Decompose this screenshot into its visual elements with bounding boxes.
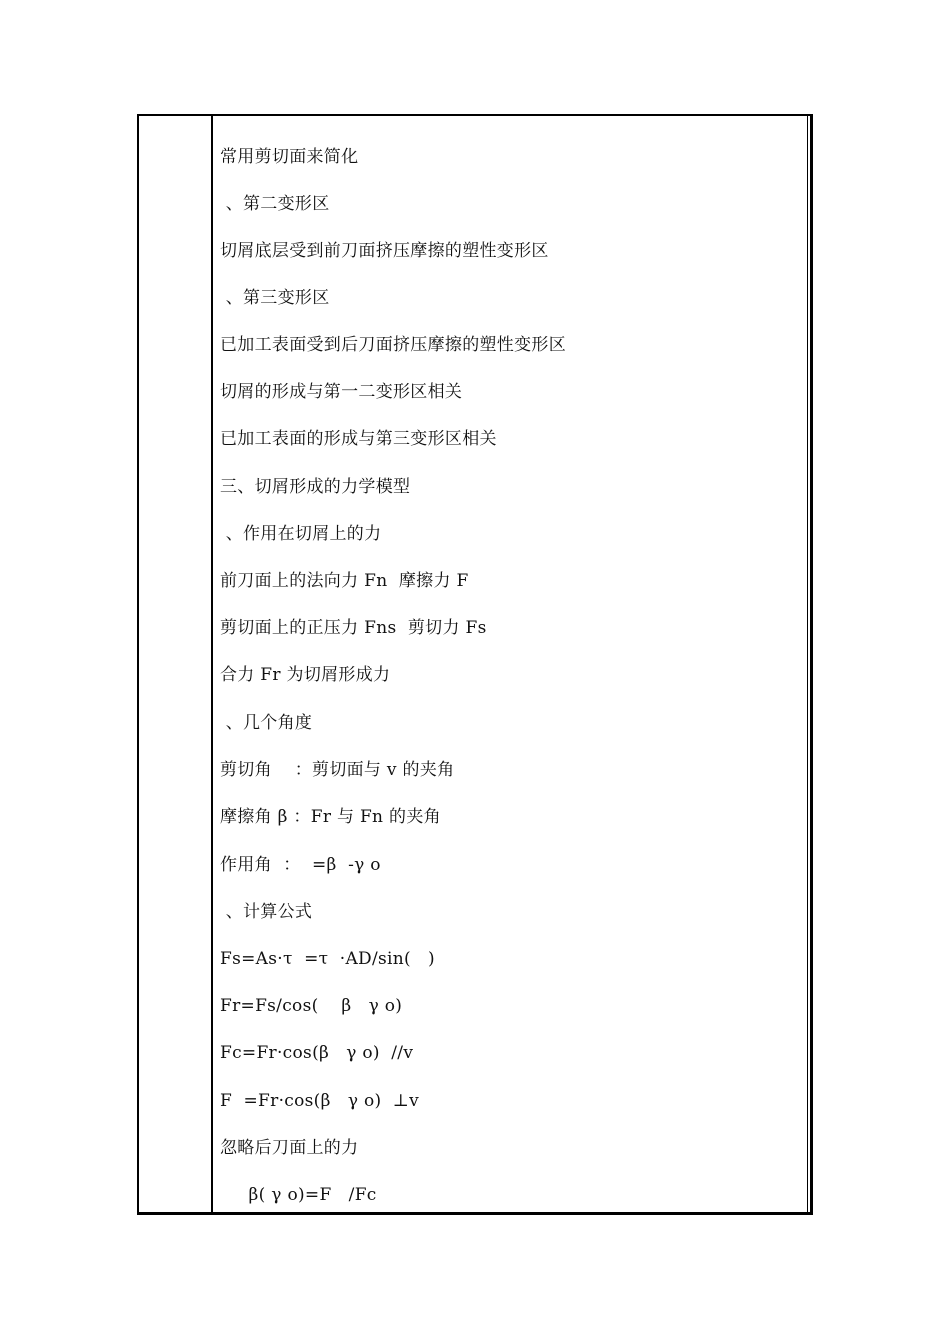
text-line: 前刀面上的法向力 Fn 摩擦力 F — [220, 571, 469, 591]
formula-line: Fs=As·τ =τ ·AD/sin( ) — [220, 949, 435, 969]
table-left-column — [139, 116, 213, 1212]
text-line: 、计算公式 — [220, 902, 313, 922]
text-line: 忽略后刀面上的力 — [220, 1138, 359, 1158]
text-line: 合力 Fr 为切屑形成力 — [220, 665, 391, 685]
text-line: 作用角 ： =β -γ o — [220, 855, 381, 875]
text-line: 、作用在切屑上的力 — [220, 524, 382, 544]
text-line: 常用剪切面来简化 — [220, 147, 359, 167]
table-right-column — [213, 116, 810, 1212]
text-line: 剪切角 ：剪切面与 v 的夹角 — [220, 760, 455, 780]
text-line: 切屑底层受到前刀面挤压摩擦的塑性变形区 — [220, 241, 549, 261]
section-heading: 三、切屑形成的力学模型 — [220, 477, 411, 497]
text-line: 剪切面上的正压力 Fns 剪切力 Fs — [220, 618, 487, 638]
text-line: 已加工表面的形成与第三变形区相关 — [220, 429, 497, 449]
text-line: 已加工表面受到后刀面挤压摩擦的塑性变形区 — [220, 335, 566, 355]
formula-line: F =Fr·cos(β γ o) ⊥v — [220, 1091, 420, 1111]
formula-line: β( γ o)=F /Fc — [220, 1185, 377, 1205]
formula-line: Fr=Fs/cos( β γ o) — [220, 996, 403, 1016]
text-line: 、第二变形区 — [220, 194, 330, 214]
text-line: 、几个角度 — [220, 713, 313, 733]
content-table — [137, 114, 813, 1215]
text-line: 、第三变形区 — [220, 288, 330, 308]
text-line: 切屑的形成与第一二变形区相关 — [220, 382, 463, 402]
formula-line: Fc=Fr·cos(β γ o) //v — [220, 1043, 414, 1063]
text-line: 摩擦角 β ：Fr 与 Fn 的夹角 — [220, 807, 441, 827]
